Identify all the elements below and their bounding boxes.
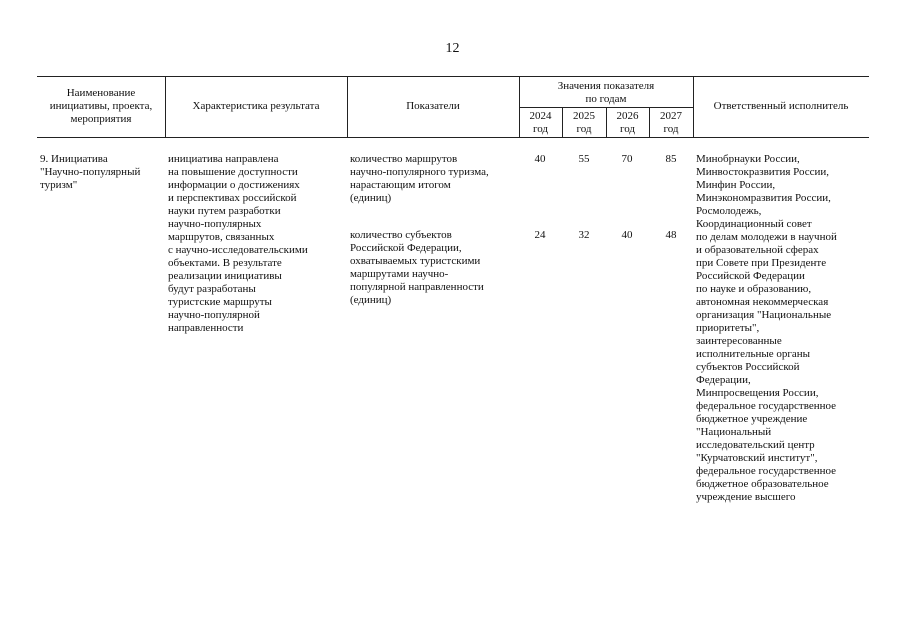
responsible-executors: Минобрнауки России, Минвостокразвития России, Минфин России, Минэкономразвития России, Росмолодежь, Координационный совет по делам молодежи в научной и образовательной сферах при Совете при Президенте Российской Федерации по науке и образованию, автономная некоммерческая организация "Национальные приоритеты", заинтересованные исполнительные органы субъектов Российской Федерации, Минпросвещения России, федеральное государственное бюджетное учреждение "Национальный исследовательский центр "Курчатовский институт", федеральное государственное бюджетное образовательное учреждение высшего	[696, 153, 837, 503]
value-regions-2025: 32	[578, 229, 590, 241]
value-routes-2025: 55	[578, 153, 590, 165]
initiative-name: 9. Инициатива "Научно-популярный туризм"	[40, 153, 141, 191]
header-responsible: Ответственный исполнитель	[713, 100, 849, 112]
header-initiative-name: Наименование инициативы, проекта, мероприятия	[49, 87, 153, 125]
header-year-2024: 2024 год	[529, 110, 552, 135]
header-year-2027: 2027 год	[660, 110, 682, 135]
value-routes-2024: 40	[534, 153, 546, 165]
header-bottom-rule	[37, 137, 869, 138]
header-year-2025: 2025 год	[573, 110, 595, 135]
header-indicators: Показатели	[406, 100, 460, 112]
value-regions-2024: 24	[534, 229, 546, 241]
value-regions-2026: 40	[621, 229, 633, 241]
header-values-title: Значения показателя по годам	[557, 80, 655, 105]
indicator-regions-count: количество субъектов Российской Федерации, охватываемых туристскими маршрутами научно- популярной направленности (единиц)	[350, 229, 484, 306]
value-routes-2026: 70	[621, 153, 633, 165]
header-year-2026: 2026 год	[616, 110, 639, 135]
indicator-routes-count: количество маршрутов научно-популярного туризма, нарастающим итогом (единиц)	[350, 153, 489, 204]
page-number: 12	[445, 41, 460, 56]
value-routes-2027: 85	[665, 153, 677, 165]
header-result-characteristic: Характеристика результата	[192, 100, 320, 112]
result-characteristic-text: инициатива направлена на повышение доступности информации о достижениях и перспективах российской науки путем разработки научно-популярных маршрутов, связанных с научно-исследовательскими объектами. В результате реализации инициативы будут разработаны туристские маршруты научно-популярной направленности	[168, 153, 308, 334]
value-regions-2027: 48	[665, 229, 677, 241]
table-top-rule	[37, 76, 869, 77]
